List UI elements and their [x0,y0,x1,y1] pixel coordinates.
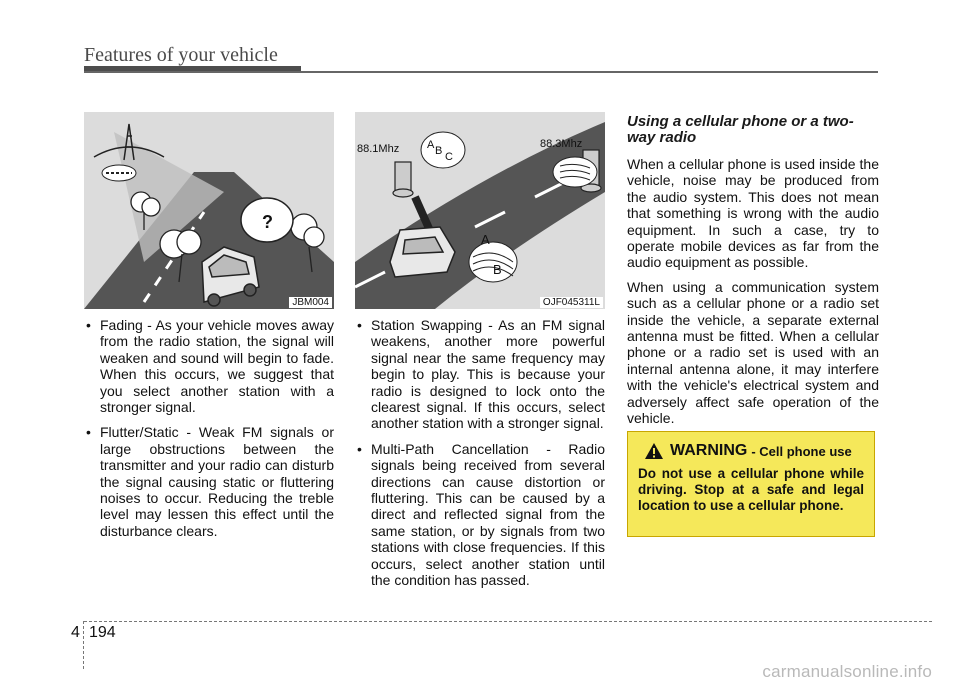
column-3 [627,112,879,435]
paragraph: When using a communication system such as a cellular phone or a radio set inside the vehicle, a separate external antenna must be fitted. When a cellular phone or a radio set is used with an internal antenna alone, it may interfere with the vehicle's electrical system and adversely affect safe operation of the vehicle. [627,278,879,427]
fading-illustration [84,112,334,309]
warning-box [627,431,875,537]
bullet-multi-path: • Multi-Path Cancellation - Radio signals being received from several directions can cause distortion or fluttering. This can be caused by a direct and reflected signal from the same station, or by signals from two stations with close frequencies. If this occurs, select another station until the condition has passed. [355,441,605,589]
warning-label: WARNING [670,442,748,459]
column-1 [84,317,334,548]
warning-triangle-icon [644,442,664,460]
fading-question-mark: ? [262,212,273,232]
figure-code: OJF045311L [540,297,603,308]
reflected-letter-b: B [493,262,502,277]
letter-a-label: A [427,139,435,151]
warning-subtitle: - Cell phone use [751,443,852,459]
column-2 [355,317,605,598]
figure-station-swapping [355,112,605,309]
paragraph: When a cellular phone is used inside the vehicle, noise may be produced from the audio system. This does not mean that something is wrong with the audio equipment. In such a case, try to operate mobile devices as far from the audio equipment as possible. [627,156,879,271]
section-heading: Using a cellular phone or a two-way radio [627,113,854,146]
footer-divider [83,621,84,669]
car-icon [390,227,455,277]
page-number: 194 [89,624,116,641]
bullet-station-swapping: • Station Swapping - As an FM signal weakens, another more powerful signal near the same frequency may begin to play. This is because your radio is designed to lock onto the clearest signal. If this occurs, select another station with a stronger signal. [355,317,605,432]
frequency-label-left: 88.1Mhz [357,143,400,155]
reflected-letter-a: A [481,232,490,247]
figure-code: JBM004 [289,297,332,308]
frequency-label-right: 88.3Mhz [540,138,583,150]
figure-fading [84,112,334,309]
warning-body: Do not use a cellular phone while driving. Stop at a safe and legal location to use a cellular phone. [638,466,864,513]
page-header-title: Features of your vehicle [84,44,278,66]
section-number: 4 [71,624,80,641]
bullet-flutter-static: • Flutter/Static - Weak FM signals or large obstructions between the transmitter and your radio can disturb the signal causing static or fluttering noises to occur. Reducing the treble level may lessen this effect until the disturbance clears. [84,424,334,539]
letter-b-label: B [435,145,443,157]
letter-c-label: C [445,151,453,163]
footer-rule [84,621,932,622]
header-rule [84,71,878,73]
station-swapping-illustration [355,112,605,309]
bullet-fading: • Fading - As your vehicle moves away from the radio station, the signal will weaken and sound will begin to fade. When this occurs, we suggest that you select another station with a stronger signal. [84,317,334,415]
warning-title [638,442,864,460]
watermark: carmanualsonline.info [762,662,932,681]
